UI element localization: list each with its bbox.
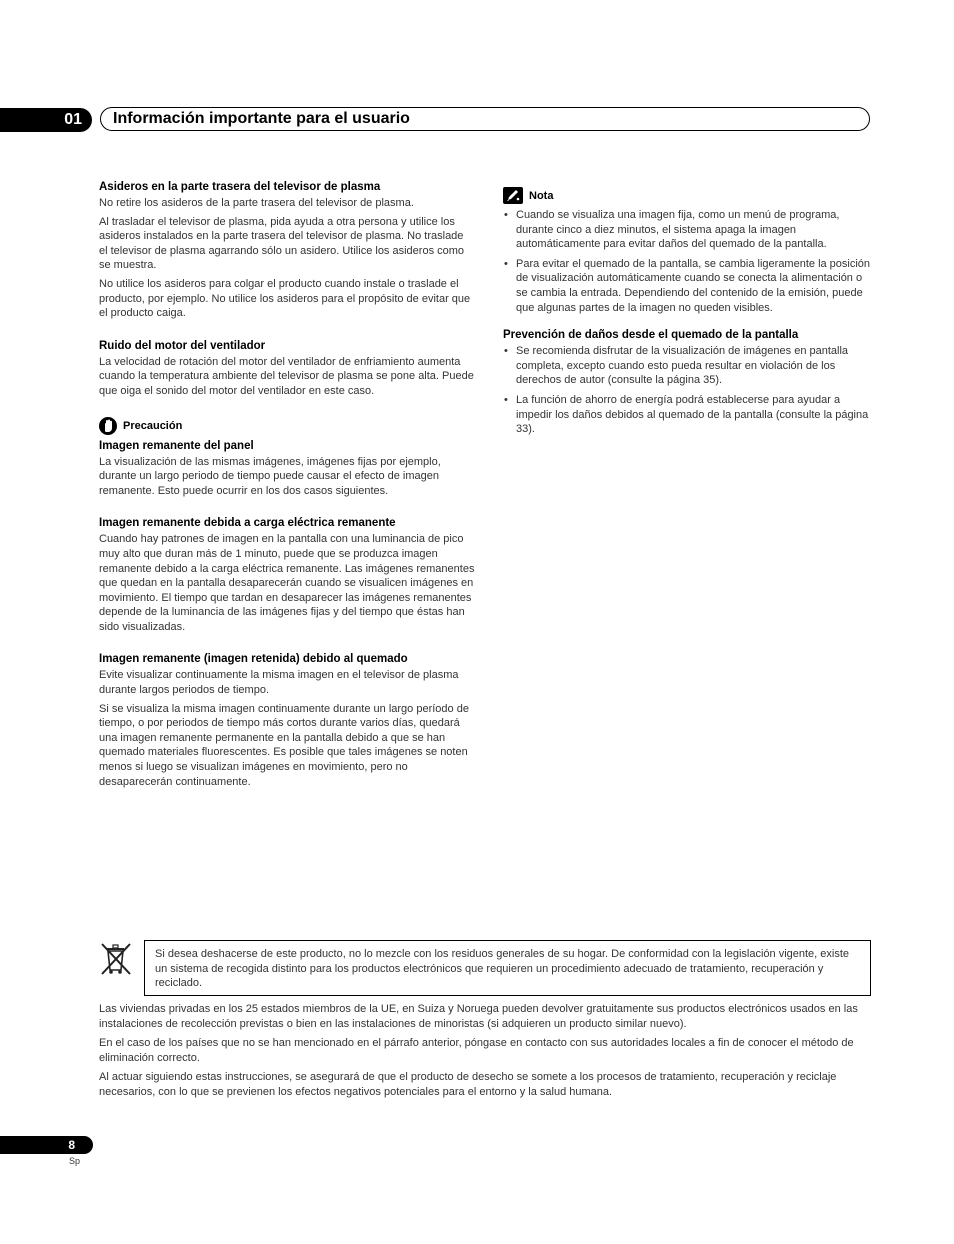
left-column [99,180,475,793]
list-item: • Se recomienda disfrutar de la visualización de imágenes en pantalla completa, excepto cuando esto pueda resultar en violación de los derechos de autor (consulte la página 35). [503,344,871,388]
section-heading-prevention: Prevención de daños desde el quemado de la pantalla [503,329,799,342]
paragraph: No utilice los asideros para colgar el producto cuando instale o traslade el producto, por ejemplo. No utilice los asideros para el propósito de evitar que el producto caiga. [99,277,471,320]
section-heading-residual-charge: Imagen remanente debida a carga eléctrica remanente [99,517,396,530]
note-list [503,208,871,315]
caution-hand-icon [99,417,117,435]
paragraph: Cuando hay patrones de imagen en la pantalla con una luminancia de pico muy alto que duran más de 1 minuto, puede que se produzca imagen remanente debido a la carga eléctrica remanente. Las imágenes remanentes que quedan en la pantalla desaparecerán cuando se visualicen imágenes en movimiento. El tiempo que tardan en desaparecer las imágenes remanentes depende de la luminancia de las imágenes fijas y del tiempo que éstas han sido visualizadas. [99,533,475,633]
crossed-bin-icon [99,941,133,977]
caution-label: Precaución [123,419,183,432]
section-heading-fan-noise: Ruido del motor del ventilador [99,339,266,352]
list-item: • Para evitar el quemado de la pantalla, se cambia ligeramente la posición de visualización automáticamente cuando se conecta la alimentación o se cambia la entrada. Dependiendo del contenido de la emisión, puede que algunas partes de la imagen no queden visibles. [503,257,871,315]
page-number: 8 [0,1136,93,1154]
paragraph: Las viviendas privadas en los 25 estados miembros de la UE, en Suiza y Noruega pueden devolver gratuitamente sus productos electrónicos usados en las instalaciones de recolección previstas o bien en las instalaciones de minoristas (si adquieren un producto similar nuevo). [99,1003,858,1030]
chapter-title: Información importante para el usuario [100,107,870,131]
list-item: • Cuando se visualiza una imagen fija, como un menú de programa, durante cinco a diez minutos, el sistema apaga la imagen automáticamente para evitar daños del quemado de la pantalla. [503,208,871,252]
note-pencil-icon [503,187,523,204]
paragraph: Evite visualizar continuamente la misma imagen en el televisor de plasma durante largos periodos de tiempo. [99,669,459,697]
paragraph: Al trasladar el televisor de plasma, pida ayuda a otra persona y utilice los asideros instalados en la parte trasera del televisor de plasma. No traslade el televisor de plasma agarrando sólo un asidero. Utilice los asideros como se muestra. [99,215,465,272]
paragraph: La visualización de las mismas imágenes, imágenes fijas por ejemplo, durante un largo periodo de tiempo puede causar el efecto de imagen remanente. Esto puede ocurrir en los dos casos siguientes. [99,455,441,497]
section-heading-handles: Asideros en la parte trasera del televisor de plasma [99,181,381,193]
paragraph: Si se visualiza la misma imagen continuamente durante un largo período de tiempo, o por periodos de tiempo más cortos durante varios días, quedará una imagen remanente permanente en la pantalla debido a que se han quemado materiales fluorescentes. Es posible que tales imágenes se noten menos si luego se visualizan imágenes en movimiento, pero no desaparecerán continuamente. [99,702,469,788]
note-header [503,187,871,204]
note-label: Nota [529,189,554,202]
paragraph: No retire los asideros de la parte trasera del televisor de plasma. [99,197,414,209]
prevention-list [503,344,871,437]
disposal-info [99,1002,871,1105]
right-column [503,187,871,442]
paragraph: Al actuar siguiendo estas instrucciones, se asegurará de que el producto de desecho se somete a los procesos de tratamiento, recuperación y reciclaje necesarios, con lo que se previenen los efectos negativos potenciales para el entorno y la salud humana. [99,1071,837,1098]
paragraph: En el caso de los países que no se han mencionado en el párrafo anterior, póngase en contacto con sus autoridades locales a fin de conocer el método de eliminación correcto. [99,1037,854,1064]
list-item: • La función de ahorro de energía podrá establecerse para ayudar a impedir los daños debidos al quemado de la pantalla (consulte la página 33). [503,393,871,437]
chapter-number-tab: 01 [0,108,92,132]
caution-header [99,417,475,435]
section-heading-burn-in: Imagen remanente (imagen retenida) debido al quemado [99,653,408,666]
paragraph: La velocidad de rotación del motor del ventilador de enfriamiento aumenta cuando la temperatura ambiente del televisor de plasma se pone alta. Puede que oiga el sonido del motor del ventilador en este caso. [99,355,474,397]
section-heading-afterimage: Imagen remanente del panel [99,439,254,452]
disposal-notice-box [144,940,871,996]
disposal-notice-text: Si desea deshacerse de este producto, no lo mezcle con los residuos generales de su hogar. De conformidad con la legislación vigente, existe un sistema de recogida distinto para los productos electrónicos que requieren un procedimiento adecuado de tratamiento, recuperación y reciclado. [155,948,850,990]
language-code: Sp [69,1156,81,1166]
